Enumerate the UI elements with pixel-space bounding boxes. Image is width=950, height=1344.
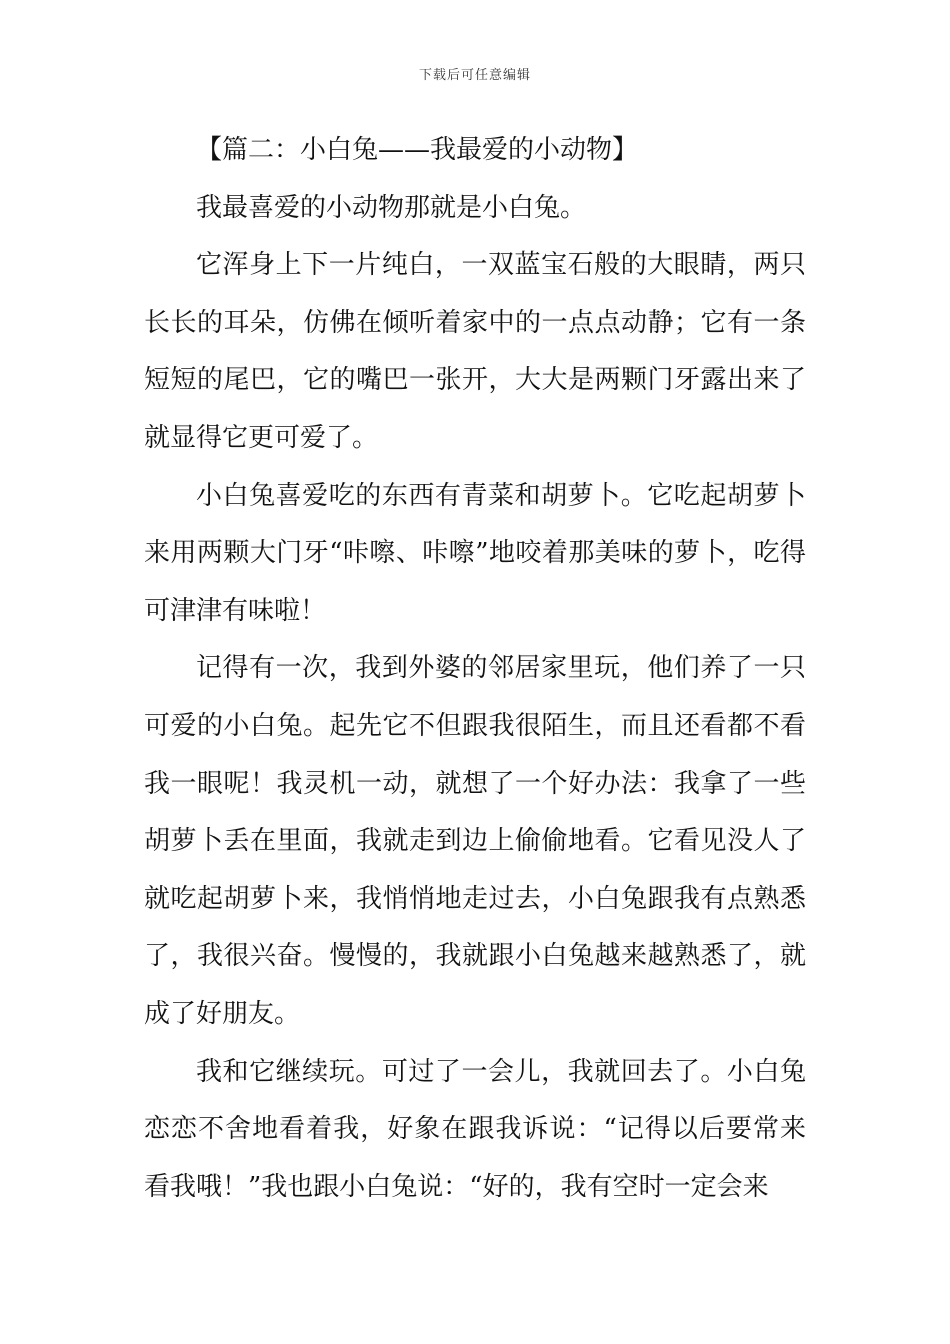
paragraph-3: 小白兔喜爱吃的东西有青菜和胡萝卜。它吃起胡萝卜来用两颗大门牙“咔嚓、咔嚓”地咬着那美味的萝卜，吃得可津津有味啦！ — [144, 480, 806, 626]
paragraph-1: 我最喜爱的小动物那就是小白兔。 — [196, 192, 587, 223]
document-title: 【篇二：小白兔——我最爱的小动物】 — [196, 135, 639, 165]
document-body — [144, 122, 806, 1216]
paragraph-4: 记得有一次，我到外婆的邻居家里玩，他们养了一只可爱的小白兔。起先它不但跟我很陌生，而且还看都不看我一眼呢！我灵机一动，就想了一个好办法：我拿了一些胡萝卜丢在里面，我就走到边上偷偷地看。它看见没人了就吃起胡萝卜来，我悄悄地走过去，小白兔跟我有点熟悉了，我很兴奋。慢慢的，我就跟小白兔越来越熟悉了，就成了好朋友。 — [144, 653, 806, 1029]
paragraph-5: 我和它继续玩。可过了一会儿，我就回去了。小白兔恋恋不舍地看着我，好象在跟我诉说：“记得以后要常来看我哦！”我也跟小白兔说：“好的，我有空时一定会来 — [144, 1056, 806, 1202]
paragraph-2: 它浑身上下一片纯白，一双蓝宝石般的大眼睛，两只长长的耳朵，仿佛在倾听着家中的一点点动静；它有一条短短的尾巴，它的嘴巴一张开，大大是两颗门牙露出来了就显得它更可爱了。 — [144, 250, 806, 453]
page-header: 下载后可任意编辑 — [418, 68, 531, 83]
